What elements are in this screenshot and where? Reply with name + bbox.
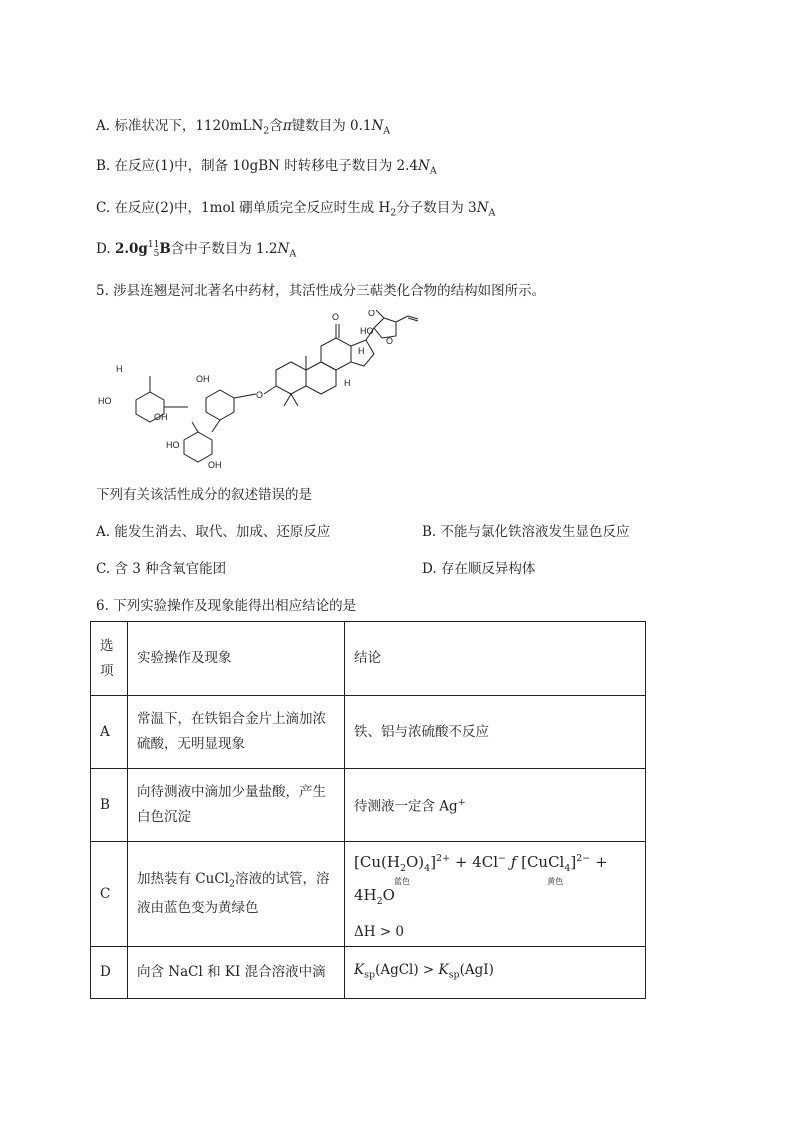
row-conclusion: 待测液一定含 Ag+ (345, 769, 646, 842)
row-conclusion: $K_{sp}(AgCl) > K_{sp}(AgI)$ (345, 947, 646, 999)
q6-stem: 6. 下列实验操作及现象能得出相应结论的是 (96, 598, 357, 614)
row-conclusion-equation (345, 842, 646, 947)
ring-h-label-2: H (358, 346, 365, 356)
row-option-label: D (91, 947, 128, 999)
q5-option-a: A. 能发生消去、取代、加成、还原反应 (96, 524, 331, 540)
hydroxyl-label-top: HO (360, 326, 374, 336)
row-operation: 常温下，在铁铝合金片上滴加浓 硫酸，无明显现象 (128, 696, 345, 769)
row-option-label: A (91, 696, 128, 769)
q5-option-b: B. 不能与氯化铁溶液发生显色反应 (422, 524, 630, 540)
sugar-ho-label-2: HO (166, 440, 180, 450)
row-operation: 加热装有 CuCl$_2$溶液的试管，溶 液由蓝色变为黄绿色 (128, 842, 345, 947)
q4-option-b: B. 在反应(1)中，制备 10gBN 时转移电子数目为 $2.4N_A$ (96, 158, 437, 177)
q4-option-c: C. 在反应(2)中，1mol 硼单质完全反应时生成 $H_2$分子数目为 $3N_A$ (96, 200, 496, 219)
blue-color-label: 蓝色 (394, 876, 410, 886)
header-conclusion-cell: 结论 (345, 622, 646, 696)
sugar-h-label: H (116, 364, 123, 374)
equilibrium-arrow-icon: ƒ (510, 852, 517, 871)
row-option-label: B (91, 769, 128, 842)
table-row (91, 947, 646, 999)
row-operation: 向含 NaCl 和 KI 混合溶液中滴 (128, 947, 345, 999)
row-conclusion: 铁、铝与浓硫酸不反应 (345, 696, 646, 769)
sugar-oh-label-1: OH (154, 412, 168, 422)
header-operation-cell: 实验操作及现象 (128, 622, 345, 696)
yellow-color-label: 黄色 (547, 876, 564, 886)
table-row (91, 769, 646, 842)
q5-option-d: D. 存在顺反异构体 (422, 561, 536, 577)
enthalpy-condition: ΔH > 0 (354, 923, 405, 940)
header-option-cell: 选 项 (91, 622, 128, 696)
q5-stem: 5. 涉县连翘是河北著名中药材，其活性成分三萜类化合物的结构如图所示。 (96, 283, 546, 299)
sugar-ho-label-1: HO (98, 396, 112, 406)
table-row (91, 842, 646, 947)
ring-h-label-1: H (344, 378, 351, 388)
q5-question: 下列有关该活性成分的叙述错误的是 (96, 487, 312, 503)
triterpenoid-structure-diagram (96, 310, 496, 475)
q5-option-c: C. 含 3 种含氧官能团 (96, 561, 227, 577)
equilibrium-equation: $[Cu(H_2O)_4]$ 蓝色 $^{2+}$ + 4Cl− ƒ [CuCl$_4$] 黄色 $^{2-} + 4H_2O$ (354, 852, 608, 907)
glycosidic-oxygen-label: O (256, 390, 264, 400)
q6-table (90, 621, 646, 999)
table-row (91, 696, 646, 769)
furan-oxygen-label: O (386, 336, 394, 346)
q4-option-d: D. 2.0g 11 5 B含中子数目为 $1.2N_A$ (96, 239, 297, 260)
methoxy-oxygen-label: O (368, 310, 376, 318)
sugar-oh-label-2: OH (208, 460, 222, 470)
sugar-oh-label-3: OH (196, 374, 210, 384)
table-header-row (91, 622, 646, 696)
q4-option-a: A. 标准状况下，1120mLN$_2$含π键数目为 $0.1N_A$ (96, 118, 391, 137)
row-operation: 向待测液中滴加少量盐酸，产生 白色沉淀 (128, 769, 345, 842)
row-option-label: C (91, 842, 128, 947)
ketone-oxygen-label: O (332, 312, 340, 322)
